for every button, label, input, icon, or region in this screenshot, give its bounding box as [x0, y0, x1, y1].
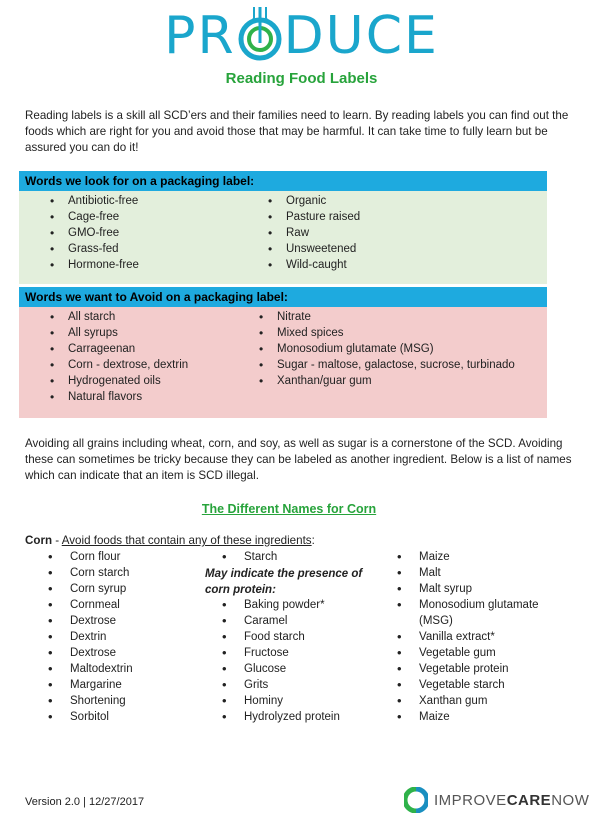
avoid-col2	[255, 309, 515, 389]
list-item: • Hominy	[222, 693, 340, 709]
list-item: • Caramel	[222, 613, 340, 629]
list-item: • Corn flour	[48, 549, 133, 565]
corn-col3	[397, 549, 539, 725]
grains-paragraph: Avoiding all grains including wheat, corn, and soy, as well as sugar is a cornerstone of the SCD. Avoiding these can sometimes be tricky because they can be labeled as another ingredient. Below is a list of names which can indicate that an item is SCD illegal.	[25, 437, 572, 482]
list-item: • Antibiotic-free	[46, 193, 139, 209]
list-item: • Corn syrup	[48, 581, 133, 597]
list-item: • Maize	[397, 549, 539, 565]
list-item: • Monosodium glutamate	[397, 597, 539, 613]
list-item: • Wild-caught	[264, 257, 360, 273]
list-item: • Carrageenan	[46, 341, 188, 357]
list-item: • Vanilla extract*	[397, 629, 539, 645]
look-for-box	[19, 171, 547, 284]
list-item: • Shortening	[48, 693, 133, 709]
list-item: • Corn - dextrose, dextrin	[46, 357, 188, 373]
list-item: • All starch	[46, 309, 188, 325]
list-item: • Natural flavors	[46, 389, 188, 405]
list-item: • Sorbitol	[48, 709, 133, 725]
list-item: • Food starch	[222, 629, 340, 645]
page-title: Reading Food Labels	[225, 70, 378, 87]
corn-protein-note: May indicate the presence of corn protein:	[205, 568, 363, 596]
logo-text-before: PR	[164, 6, 236, 66]
list-item: • Starch	[222, 549, 277, 565]
improvecarenow-logo	[404, 787, 589, 813]
logo-text-after: DUCE	[283, 6, 439, 66]
list-item: • Dextrose	[48, 613, 133, 629]
corn-dash: -	[52, 534, 62, 547]
list-item: • Dextrin	[48, 629, 133, 645]
list-item: • Mixed spices	[255, 325, 515, 341]
list-item: • Monosodium glutamate (MSG)	[255, 341, 515, 357]
list-item: • Sugar - maltose, galactose, sucrose, turbinado	[255, 357, 515, 373]
list-item: • Dextrose	[48, 645, 133, 661]
list-item: • Corn starch	[48, 565, 133, 581]
ring-icon	[404, 787, 428, 813]
plate-fork-icon	[237, 13, 283, 59]
list-item: • Baking powder*	[222, 597, 340, 613]
list-item: • Grits	[222, 677, 340, 693]
look-for-heading: Words we look for on a packaging label:	[19, 171, 547, 191]
list-item: • Margarine	[48, 677, 133, 693]
version-text: Version 2.0 | 12/27/2017	[25, 796, 145, 808]
corn-colon: :	[311, 534, 315, 547]
list-item: • Maize	[397, 709, 539, 725]
list-item: • Unsweetened	[264, 241, 360, 257]
brand-care: CARE	[506, 791, 552, 809]
list-item: • Hormone-free	[46, 257, 139, 273]
list-item: • Vegetable protein	[397, 661, 539, 677]
corn-section-title: The Different Names for Corn	[201, 502, 377, 516]
list-item: • Malt	[397, 565, 539, 581]
corn-col1	[48, 549, 133, 725]
corn-label: Corn	[25, 534, 53, 547]
list-item: • Raw	[264, 225, 360, 241]
corn-col2-top	[222, 549, 277, 565]
list-item: • Cage-free	[46, 209, 139, 225]
look-for-col1	[46, 193, 139, 273]
list-item: • Malt syrup	[397, 581, 539, 597]
corn-instruction	[25, 534, 315, 547]
list-item: • Fructose	[222, 645, 340, 661]
intro-paragraph: Reading labels is a skill all SCD’ers and their families need to learn. By reading labels you can find out the foods which are right for you and avoid those that may be harmful. It can take time to fully learn but be assured you can do it!	[25, 109, 569, 154]
avoid-body	[19, 307, 547, 418]
avoid-col1	[46, 309, 188, 405]
list-item: • Pasture raised	[264, 209, 360, 225]
look-for-col2	[264, 193, 360, 273]
corn-col2	[222, 597, 340, 725]
list-item: • All syrups	[46, 325, 188, 341]
list-item: • Xanthan/guar gum	[255, 373, 515, 389]
list-item: • Nitrate	[255, 309, 515, 325]
list-item: • Glucose	[222, 661, 340, 677]
list-item: • Cornmeal	[48, 597, 133, 613]
brand-now: NOW	[551, 791, 590, 809]
corn-instruction-text: Avoid foods that contain any of these ingredients	[61, 534, 312, 547]
list-item: • Vegetable starch	[397, 677, 539, 693]
list-item: • Xanthan gum	[397, 693, 539, 709]
avoid-box	[19, 287, 547, 418]
list-item-continuation: (MSG)	[419, 615, 453, 627]
list-item: • Hydrogenated oils	[46, 373, 188, 389]
avoid-heading: Words we want to Avoid on a packaging label:	[19, 287, 547, 307]
brand-improve: IMPROVE	[434, 791, 507, 809]
list-item: • Grass-fed	[46, 241, 139, 257]
list-item: • Hydrolyzed protein	[222, 709, 340, 725]
list-item: • Maltodextrin	[48, 661, 133, 677]
list-item: • Vegetable gum	[397, 645, 539, 661]
produce-logo	[0, 6, 603, 66]
look-for-body	[19, 191, 547, 284]
list-item: • GMO-free	[46, 225, 139, 241]
list-item: • Organic	[264, 193, 360, 209]
